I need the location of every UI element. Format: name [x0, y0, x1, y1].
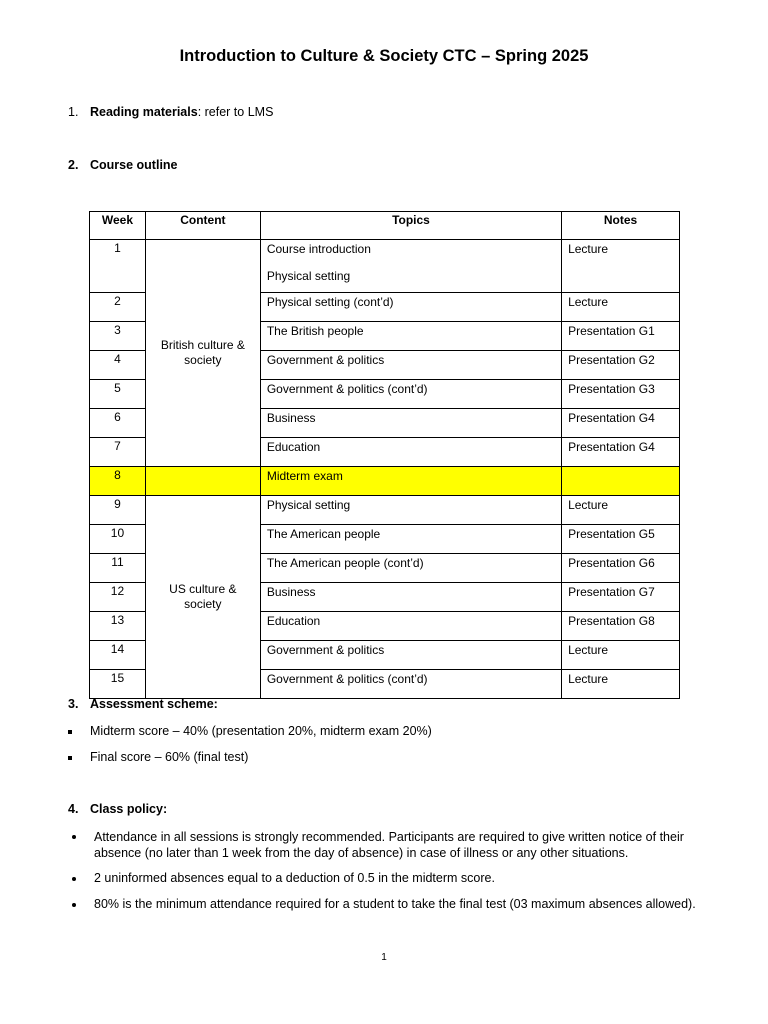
topic-text: Business: [266, 585, 316, 599]
notes-cell: Presentation G8: [562, 612, 680, 641]
week-cell: 1: [90, 240, 146, 293]
policy-item-text: 80% is the minimum attendance required for a student to take the final test (03 maximum absences allowed).: [94, 897, 696, 911]
topic-cell: [260, 641, 561, 670]
document-title: Introduction to Culture & Society CTC – Spring 2025: [179, 47, 589, 65]
table-row: [90, 496, 680, 525]
week-cell: 9: [90, 496, 146, 525]
week-cell: 6: [90, 409, 146, 438]
table-header-row: [90, 212, 680, 240]
topic-text: Government & politics: [266, 643, 385, 657]
section-number: 1.: [68, 105, 79, 119]
notes-cell: Lecture: [562, 641, 680, 670]
round-bullet-icon: [72, 835, 76, 839]
notes-cell: Lecture: [562, 240, 680, 293]
week-cell: 13: [90, 612, 146, 641]
topic-cell: [260, 496, 561, 525]
week-cell: 5: [90, 380, 146, 409]
section-course-outline: [68, 158, 178, 172]
notes-cell: Presentation G6: [562, 554, 680, 583]
topic-cell: [260, 240, 561, 293]
header-content: Content: [145, 212, 260, 240]
notes-cell: Lecture: [562, 293, 680, 322]
week-cell: 4: [90, 351, 146, 380]
topic-cell: [260, 467, 561, 496]
list-item: [90, 724, 432, 738]
section-label: Reading materials: [90, 105, 198, 119]
notes-cell: Lecture: [562, 670, 680, 699]
section-assessment: [68, 697, 218, 711]
content-cell-british: [145, 240, 260, 467]
policy-item-text: 2 uninformed absences equal to a deduction of 0.5 in the midterm score.: [94, 871, 495, 885]
section-number: 4.: [68, 802, 79, 816]
page-number: 1: [381, 952, 387, 963]
list-item: [94, 871, 495, 885]
topic-text: Midterm exam: [266, 469, 343, 483]
week-cell: 8: [90, 467, 146, 496]
section-text: : refer to LMS: [197, 105, 274, 119]
topic-text: Government & politics: [266, 353, 385, 367]
topic-cell: [260, 293, 561, 322]
section-label: Assessment scheme:: [90, 697, 218, 711]
topic-cell: [260, 438, 561, 467]
table-row: [90, 467, 680, 496]
notes-cell: Presentation G5: [562, 525, 680, 554]
section-number: 2.: [68, 158, 79, 172]
topic-text: Education: [266, 440, 321, 454]
notes-cell: Presentation G2: [562, 351, 680, 380]
list-item: [90, 750, 248, 764]
topic-cell: [260, 612, 561, 641]
topic-cell: [260, 351, 561, 380]
notes-cell: [562, 467, 680, 496]
content-group-label: US culture & society: [169, 582, 237, 611]
notes-cell: Presentation G7: [562, 583, 680, 612]
topic-text: Business: [266, 411, 316, 425]
notes-cell: Presentation G4: [562, 438, 680, 467]
notes-cell: Lecture: [562, 496, 680, 525]
week-cell: 12: [90, 583, 146, 612]
round-bullet-icon: [72, 877, 76, 881]
week-cell: 11: [90, 554, 146, 583]
notes-cell: Presentation G4: [562, 409, 680, 438]
topic-text: Education: [266, 614, 321, 628]
table-row: [90, 240, 680, 293]
topic-text: Government & politics (cont’d): [266, 672, 428, 686]
section-class-policy: [68, 802, 167, 816]
topic-cell: [260, 670, 561, 699]
section-label: Class policy:: [90, 802, 168, 816]
list-item: [94, 897, 696, 911]
list-item: [94, 829, 709, 861]
policy-item-text: Attendance in all sessions is strongly recommended. Participants are required to give written notice of their absence (no later than 1 week from the day of absence) in case of illness or any other situations.: [94, 830, 684, 860]
content-cell-us: [145, 496, 260, 699]
week-cell: 3: [90, 322, 146, 351]
square-bullet-icon: [68, 756, 72, 760]
week-cell: 14: [90, 641, 146, 670]
week-cell: 2: [90, 293, 146, 322]
topic-cell: [260, 322, 561, 351]
header-week: Week: [90, 212, 146, 240]
topic-text: Physical setting (cont’d): [266, 295, 394, 309]
topic-cell: [260, 554, 561, 583]
topic-text: The British people: [266, 324, 364, 338]
assessment-item-text: Final score – 60% (final test): [90, 750, 249, 764]
topic-text: Course introduction: [266, 242, 371, 256]
section-reading-materials: [68, 105, 273, 119]
topic-cell: [260, 525, 561, 554]
topic-cell: [260, 380, 561, 409]
section-label: Course outline: [90, 158, 178, 172]
week-cell: 15: [90, 670, 146, 699]
topic-text: Government & politics (cont’d): [266, 382, 428, 396]
topic-cell: [260, 409, 561, 438]
assessment-item-text: Midterm score – 40% (presentation 20%, midterm exam 20%): [90, 724, 432, 738]
topic-cell: [260, 583, 561, 612]
content-cell-empty: [145, 467, 260, 496]
course-outline-table: [89, 211, 680, 699]
topic-text: Physical setting: [266, 498, 351, 512]
notes-cell: Presentation G1: [562, 322, 680, 351]
week-cell: 7: [90, 438, 146, 467]
header-notes: Notes: [562, 212, 680, 240]
round-bullet-icon: [72, 903, 76, 907]
square-bullet-icon: [68, 730, 72, 734]
content-group-label: British culture & society: [160, 338, 245, 367]
topic-text: The American people: [266, 527, 381, 541]
topic-text: The American people (cont’d): [266, 556, 424, 570]
topic-text: Physical setting: [266, 269, 351, 283]
week-cell: 10: [90, 525, 146, 554]
notes-cell: Presentation G3: [562, 380, 680, 409]
section-number: 3.: [68, 697, 79, 711]
header-topics: Topics: [260, 212, 561, 240]
